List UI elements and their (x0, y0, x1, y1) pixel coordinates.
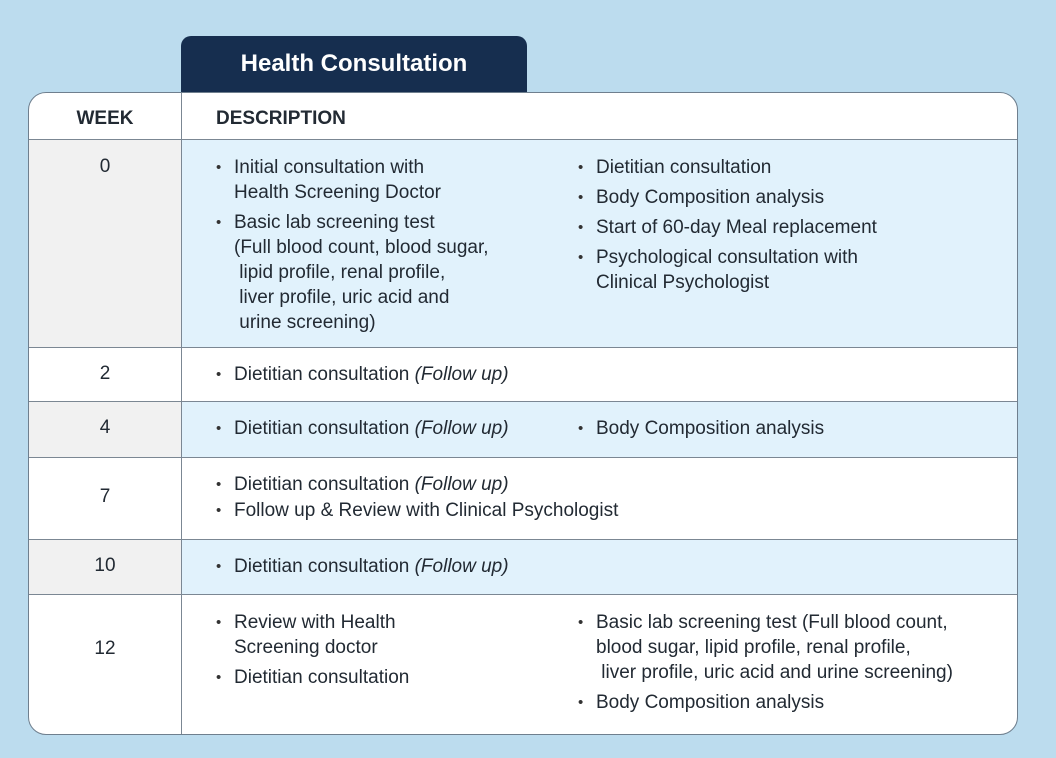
description-list-left (216, 554, 509, 579)
week-cell: 2 (29, 348, 182, 401)
list-item: • Body Composition analysis (578, 185, 877, 210)
table-row (29, 457, 1017, 539)
list-item: • Follow up & Review with Clinical Psychologist (216, 498, 618, 523)
table-header-row (29, 93, 1017, 139)
description-list-right (578, 155, 877, 295)
description-list-left (216, 362, 509, 387)
table-row (29, 401, 1017, 457)
week-cell: 12 (29, 595, 182, 735)
description-list-right (578, 416, 824, 441)
description-cell (182, 540, 1017, 594)
schedule-table (28, 92, 1018, 735)
week-column-header: WEEK (29, 93, 182, 139)
description-cell (182, 348, 1017, 401)
list-item: • Body Composition analysis (578, 690, 953, 715)
description-list-left (216, 610, 409, 690)
list-item: • Dietitian consultation (Follow up) (216, 472, 618, 497)
table-row (29, 139, 1017, 347)
week-cell: 0 (29, 140, 182, 347)
list-item: • Basic lab screening test (Full blood count, blood sugar, lipid profile, renal profile, liver profile, uric acid and urine screening) (578, 610, 953, 685)
list-item: • Dietitian consultation (578, 155, 877, 180)
list-item: • Body Composition analysis (578, 416, 824, 441)
list-item: • Psychological consultation with Clinical Psychologist (578, 245, 877, 295)
list-item: • Review with Health Screening doctor (216, 610, 409, 660)
description-cell (182, 595, 1017, 735)
table-row (29, 539, 1017, 594)
table-row (29, 347, 1017, 401)
list-item: • Basic lab screening test (Full blood count, blood sugar, lipid profile, renal profile, liver profile, uric acid and urine screening) (216, 210, 489, 335)
week-cell: 10 (29, 540, 182, 594)
section-tab-title: Health Consultation (181, 36, 527, 94)
description-list-left (216, 416, 509, 441)
description-column-header: DESCRIPTION (216, 108, 346, 129)
description-cell (182, 140, 1017, 347)
description-list-left (216, 155, 489, 335)
description-list-left (216, 472, 618, 523)
week-cell: 7 (29, 458, 182, 539)
description-cell (182, 458, 1017, 539)
table-row (29, 594, 1017, 735)
description-list-right (578, 610, 953, 715)
list-item: • Initial consultation with Health Screening Doctor (216, 155, 489, 205)
list-item: • Dietitian consultation (Follow up) (216, 554, 509, 579)
list-item: • Dietitian consultation (Follow up) (216, 416, 509, 441)
list-item: • Start of 60-day Meal replacement (578, 215, 877, 240)
description-cell (182, 402, 1017, 457)
list-item: • Dietitian consultation (216, 665, 409, 690)
list-item: • Dietitian consultation (Follow up) (216, 362, 509, 387)
week-cell: 4 (29, 402, 182, 457)
